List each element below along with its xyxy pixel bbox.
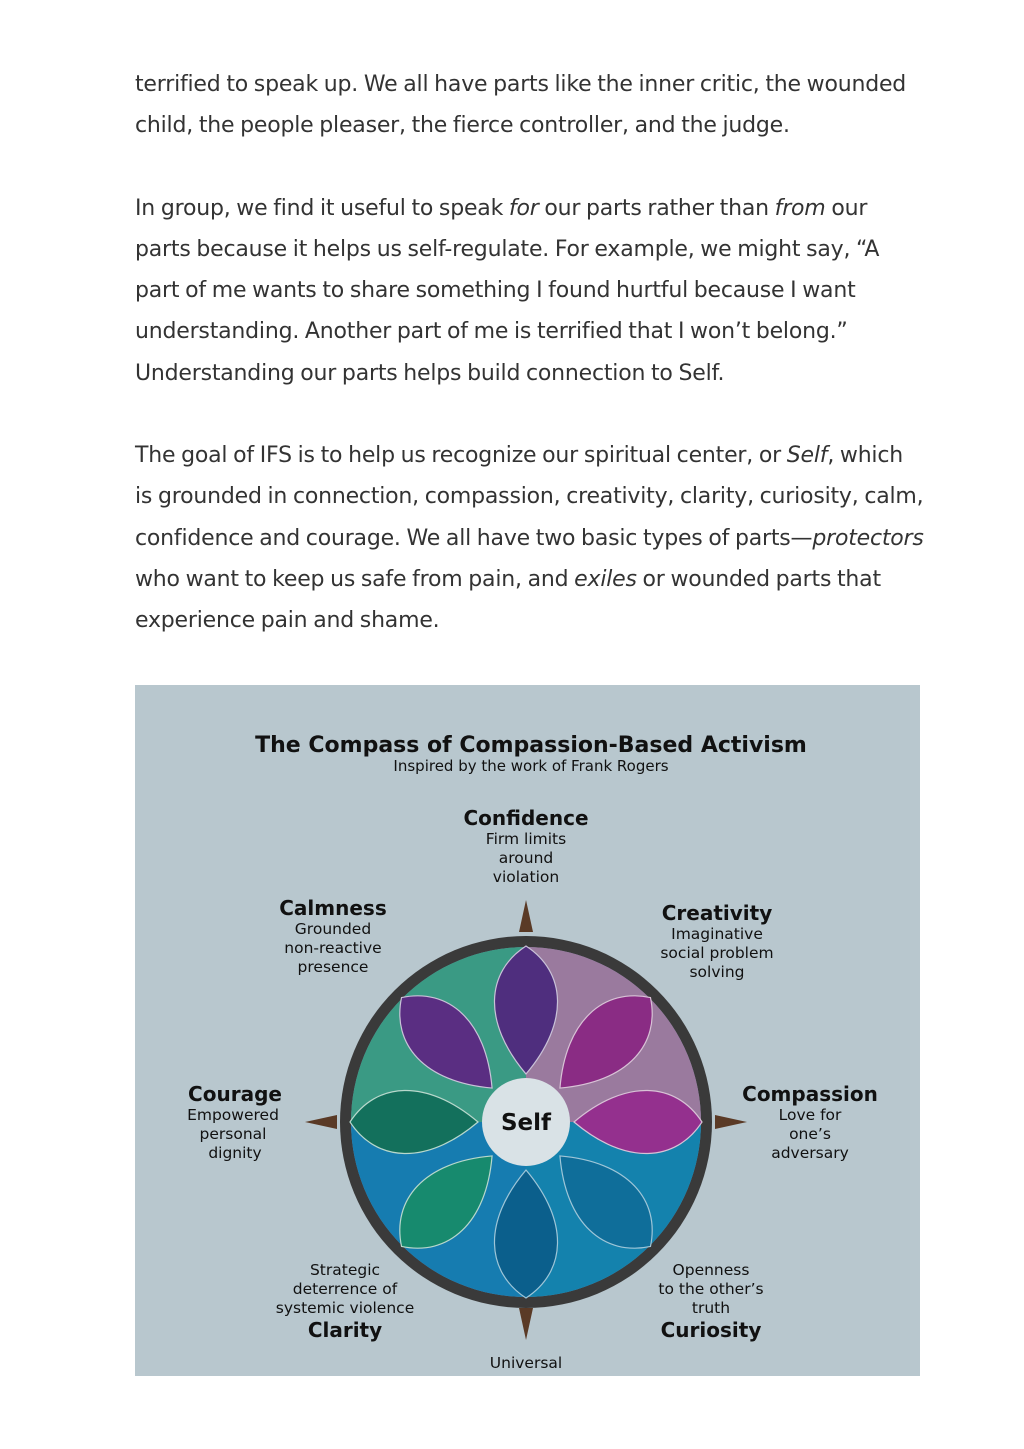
- compassion-desc-3: adversary: [771, 1144, 849, 1162]
- paragraph-text: In group, we find it useful to speak: [135, 195, 509, 221]
- paragraph-text: who want to keep us safe from pain, and: [135, 566, 575, 592]
- compass-diagram: [135, 685, 920, 1376]
- paragraph-parts-intro: [135, 64, 925, 147]
- courage-desc-3: dignity: [208, 1144, 262, 1162]
- paragraph-text: terrified to speak up. We all have parts like the inner critic, the wounded child, the people pleaser, the fierce controller, and the judge.: [135, 72, 907, 139]
- confidence-desc-1: Firm limits: [485, 830, 567, 848]
- clarity-desc-2: deterrence of: [292, 1280, 398, 1298]
- curiosity-desc-2: to the other’s: [658, 1280, 764, 1298]
- figure-subtitle: Inspired by the work of Frank Rogers: [393, 757, 669, 775]
- courage-label: Courage: [188, 1082, 282, 1106]
- compass-figure: [135, 685, 920, 1376]
- creativity-label: Creativity: [661, 901, 773, 925]
- confidence-desc-2: around: [498, 849, 554, 867]
- italic-self: Self: [786, 443, 828, 469]
- compassion-label: Compassion: [742, 1082, 878, 1106]
- italic-protectors: protectors: [812, 525, 924, 551]
- article-body: [135, 64, 925, 683]
- curiosity-desc-1: Openness: [672, 1261, 750, 1279]
- italic-for: for: [508, 195, 539, 221]
- figure-title: The Compass of Compassion-Based Activism: [255, 733, 807, 758]
- curiosity-desc-3: truth: [691, 1299, 731, 1317]
- calmness-desc-3: presence: [297, 958, 369, 976]
- courage-desc-1: Empowered: [187, 1106, 279, 1124]
- paragraph-text: our parts because it helps us self-regulate. For example, we might say, “A part of me wants to share something I found hurtful because I want understanding. Another part of me is terrified that I won’t belong.” Understanding our parts helps build connection to Self.: [135, 195, 880, 386]
- paragraph-speak-for-parts: [135, 188, 925, 394]
- clarity-desc-1: Strategic: [309, 1261, 381, 1279]
- curiosity-label: Curiosity: [660, 1318, 762, 1342]
- paragraph-text: The goal of IFS is to help us recognize our spiritual center, or: [135, 443, 787, 469]
- clarity-label: Clarity: [307, 1318, 383, 1342]
- center-label: Self: [500, 1110, 552, 1136]
- creativity-desc-1: Imaginative: [671, 925, 763, 943]
- paragraph-text: , which is grounded in connection, compassion, creativity, clarity, curiosity, calm, confidence and courage. We all have two basic types of parts—: [135, 443, 924, 551]
- compassion-desc-2: one’s: [789, 1125, 831, 1143]
- italic-from: from: [774, 195, 826, 221]
- courage-desc-2: personal: [199, 1125, 267, 1143]
- paragraph-text: or wounded parts that experience pain and shame.: [135, 566, 881, 634]
- paragraph-text: our parts rather than: [538, 195, 775, 221]
- creativity-desc-3: solving: [689, 963, 745, 981]
- calmness-desc-2: non-reactive: [284, 939, 382, 957]
- calmness-label: Calmness: [279, 896, 387, 920]
- paragraph-ifs-goal: [135, 435, 925, 641]
- italic-exiles: exiles: [574, 566, 637, 592]
- bottom-desc-1: Universal: [489, 1354, 563, 1372]
- clarity-desc-3: systemic violence: [275, 1299, 415, 1317]
- compassion-desc-1: Love for: [778, 1106, 842, 1124]
- creativity-desc-2: social problem: [660, 944, 774, 962]
- calmness-desc-1: Grounded: [294, 920, 372, 938]
- confidence-label: Confidence: [463, 806, 589, 830]
- confidence-desc-3: violation: [492, 868, 560, 886]
